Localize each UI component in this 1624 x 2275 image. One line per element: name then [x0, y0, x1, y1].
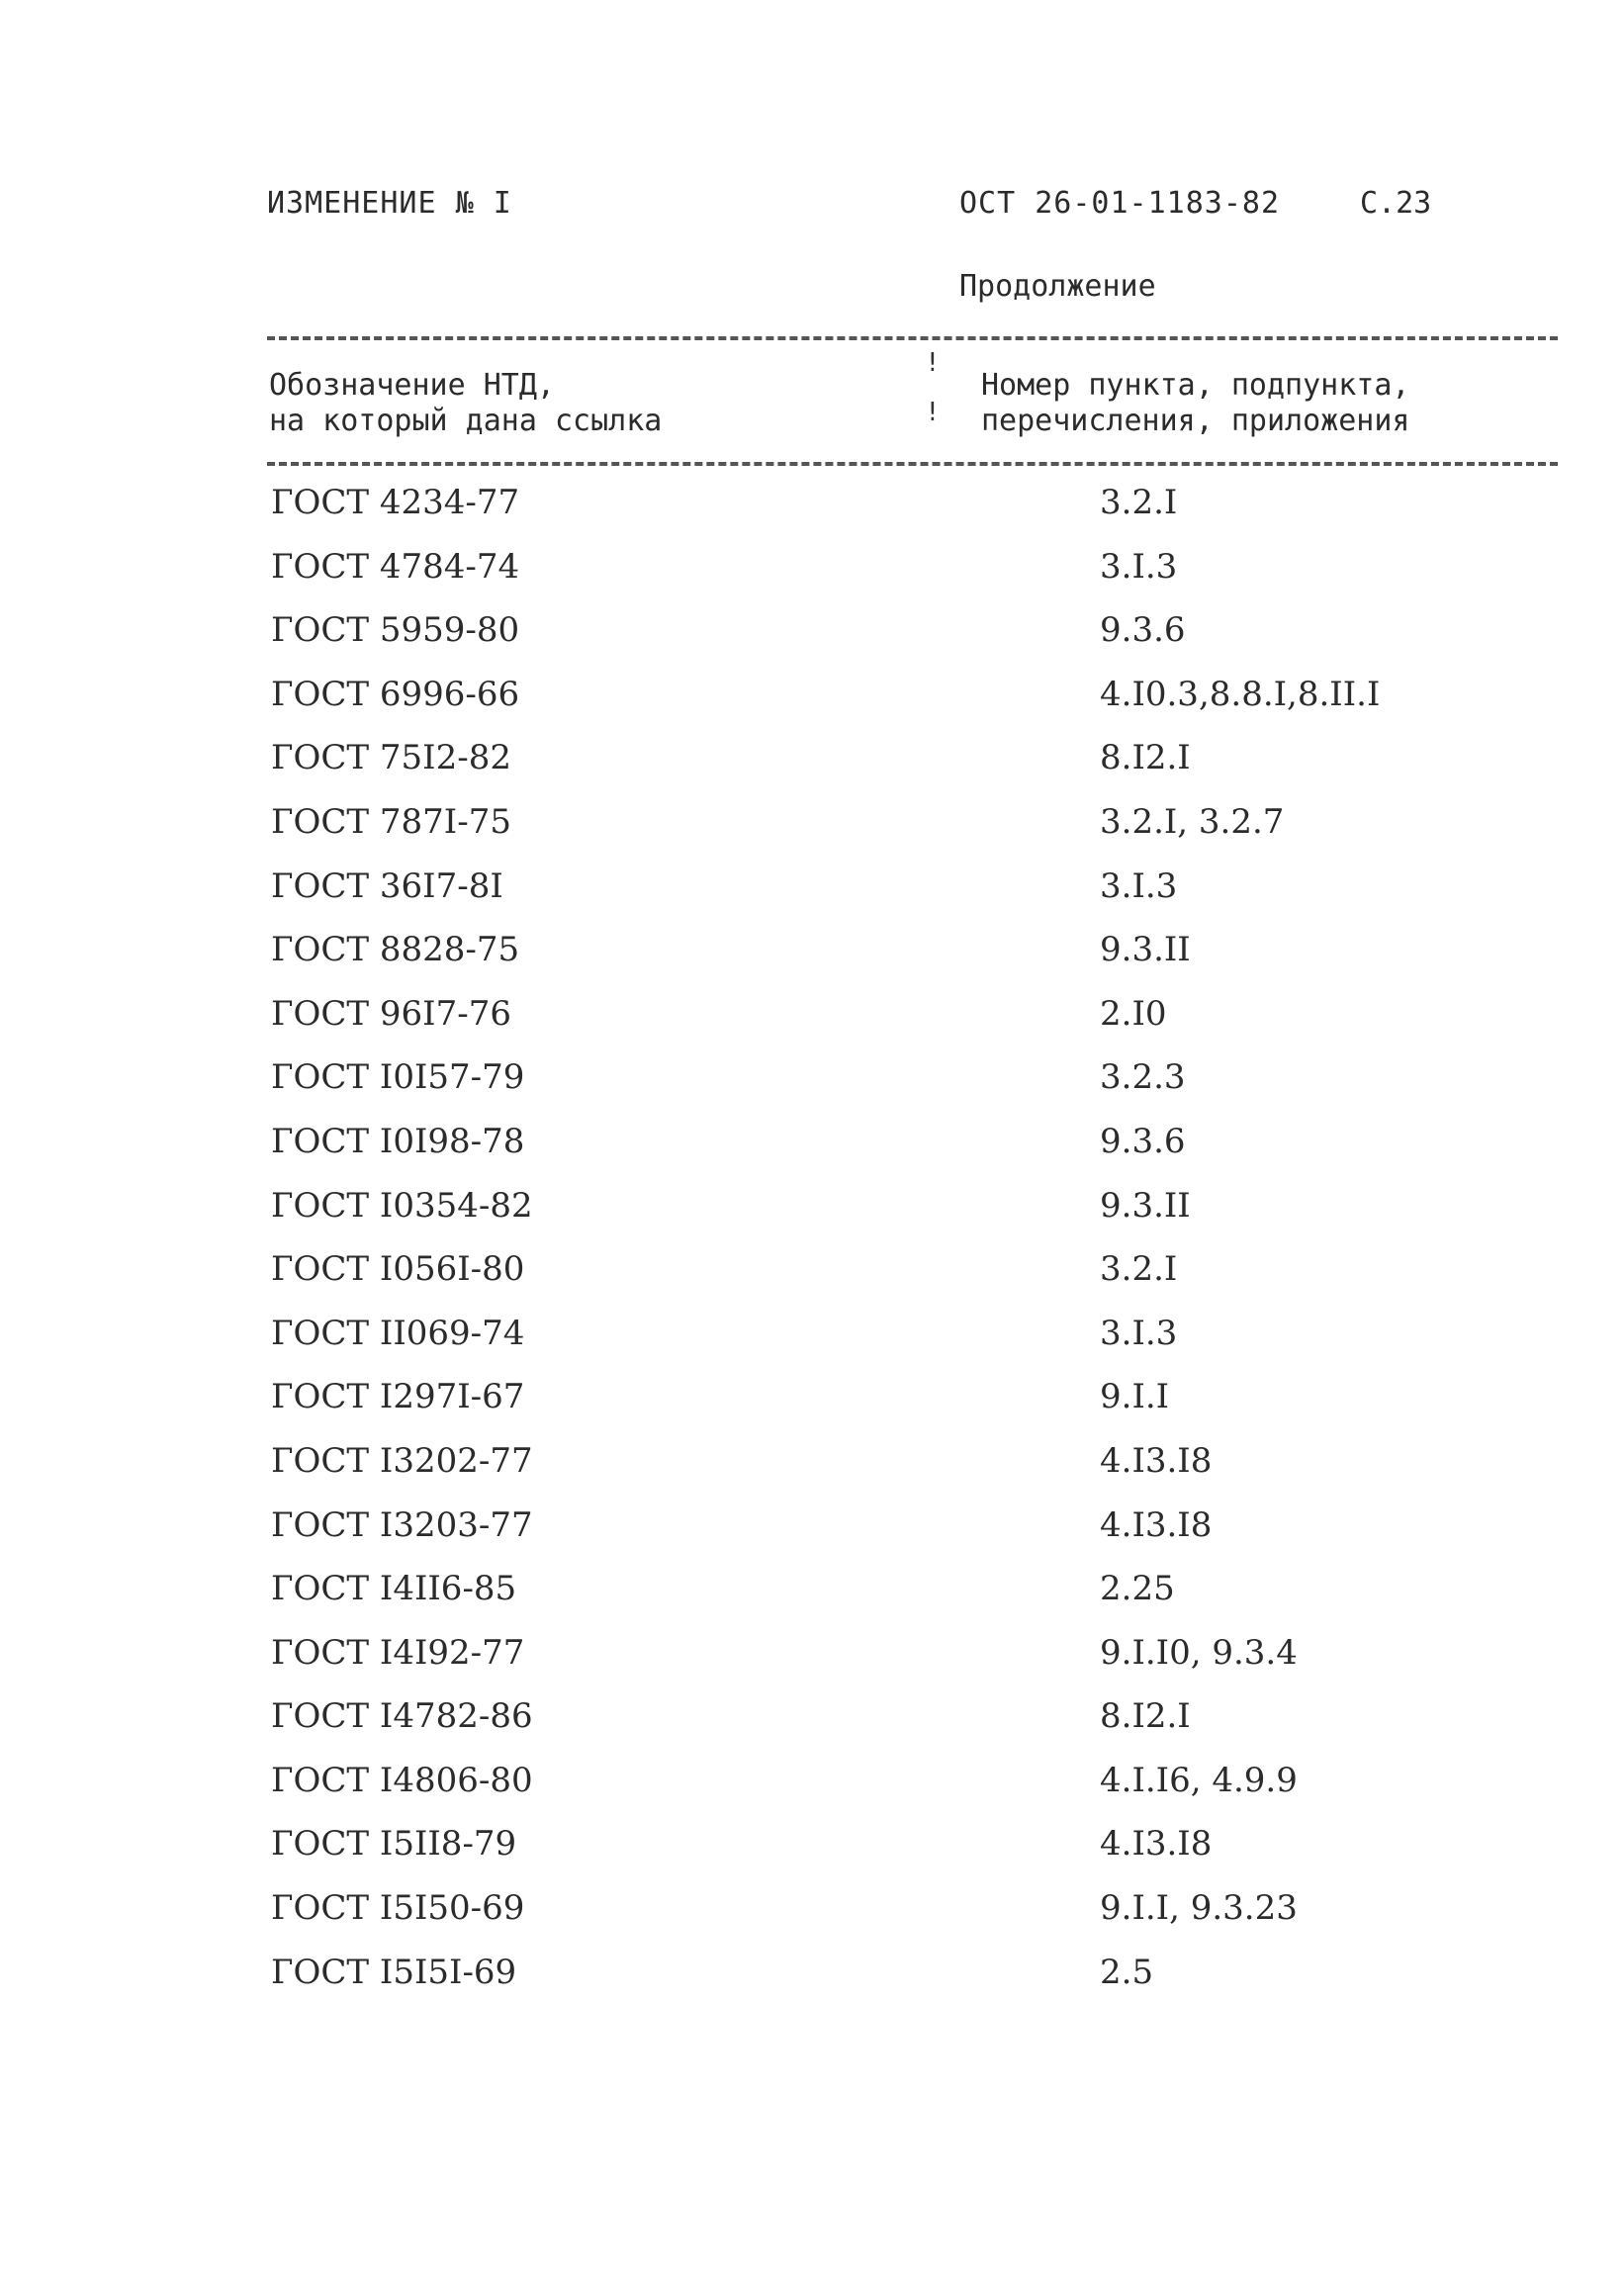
table-row — [0, 483, 1624, 547]
table-row — [0, 1569, 1624, 1633]
table-row — [0, 1441, 1624, 1505]
clause-number: 3.2.I, 3.2.7 — [1100, 801, 1285, 842]
clause-number: 8.I2.I — [1100, 738, 1191, 778]
table-row — [0, 1953, 1624, 2017]
ntd-designation: ГОСТ I5II8-79 — [271, 1824, 517, 1865]
column-header-number: Номер пункта, подпункта, перечисления, приложения — [981, 368, 1410, 438]
table-body — [0, 483, 1624, 2016]
column-header-ntd: Обозначение НТД, на который дана ссылка — [269, 368, 663, 438]
table-row — [0, 866, 1624, 931]
ntd-designation: ГОСТ II069-74 — [271, 1313, 525, 1353]
table-row — [0, 547, 1624, 611]
table-row — [0, 1186, 1624, 1250]
ntd-designation: ГОСТ 96I7-76 — [271, 993, 511, 1034]
table-row — [0, 1761, 1624, 1825]
clause-number: 4.I3.I8 — [1100, 1440, 1213, 1481]
clause-number: 3.I.3 — [1100, 865, 1178, 906]
table-row — [0, 1696, 1624, 1761]
standard-number: ОСТ 26-01-1183-82 — [959, 186, 1281, 221]
ntd-designation: ГОСТ I3202-77 — [271, 1440, 533, 1481]
table-row — [0, 1122, 1624, 1186]
table-row — [0, 1377, 1624, 1441]
table-row — [0, 994, 1624, 1058]
column-separator: ! — [925, 348, 941, 378]
table-row — [0, 1824, 1624, 1888]
ntd-designation: ГОСТ 75I2-82 — [271, 738, 511, 778]
clause-number: 2.5 — [1100, 1952, 1154, 1992]
clause-number: 2.25 — [1100, 1569, 1175, 1609]
table-row — [0, 1249, 1624, 1314]
ntd-designation: ГОСТ I4782-86 — [271, 1696, 533, 1737]
page-number: С.23 — [1360, 186, 1432, 221]
change-label: ИЗМЕНЕНИЕ № I — [267, 186, 512, 221]
table-row — [0, 930, 1624, 994]
clause-number: 9.3.II — [1100, 1185, 1191, 1226]
ntd-designation: ГОСТ 5959-80 — [271, 610, 520, 651]
continuation-label: Продолжение — [959, 269, 1156, 304]
ntd-designation: ГОСТ I0I57-79 — [271, 1057, 525, 1098]
clause-number: 9.3.II — [1100, 930, 1191, 970]
clause-number: 3.I.3 — [1100, 1313, 1178, 1353]
clause-number: 4.I0.3,8.8.I,8.II.I — [1100, 674, 1381, 714]
clause-number: 3.I.3 — [1100, 546, 1178, 587]
table-row — [0, 802, 1624, 866]
clause-number: 9.I.I — [1100, 1377, 1170, 1417]
ntd-designation: ГОСТ 8828-75 — [271, 930, 520, 970]
table-row — [0, 610, 1624, 675]
table-row — [0, 1888, 1624, 1953]
ntd-designation: ГОСТ I5I5I-69 — [271, 1952, 517, 1992]
clause-number: 9.3.6 — [1100, 1121, 1186, 1161]
table-row — [0, 1505, 1624, 1570]
ntd-designation: ГОСТ 4784-74 — [271, 546, 520, 587]
ntd-designation: ГОСТ 4234-77 — [271, 483, 520, 522]
ntd-designation: ГОСТ 6996-66 — [271, 674, 520, 714]
clause-number: 9.I.I, 9.3.23 — [1100, 1888, 1298, 1929]
clause-number: 4.I3.I8 — [1100, 1504, 1213, 1545]
clause-number: 2.I0 — [1100, 993, 1167, 1034]
ntd-designation: ГОСТ I056I-80 — [271, 1249, 525, 1290]
table-row — [0, 738, 1624, 802]
clause-number: 3.2.I — [1100, 1249, 1178, 1290]
ntd-designation: ГОСТ I297I-67 — [271, 1377, 525, 1417]
table-row — [0, 1633, 1624, 1697]
table-row — [0, 1314, 1624, 1378]
ntd-designation: ГОСТ I4I92-77 — [271, 1632, 525, 1673]
clause-number: 8.I2.I — [1100, 1696, 1191, 1737]
table-header-rule — [267, 462, 1558, 466]
column-separator: ! — [925, 398, 941, 427]
ntd-designation: ГОСТ I5I50-69 — [271, 1888, 525, 1929]
clause-number: 4.I3.I8 — [1100, 1824, 1213, 1865]
clause-number: 4.I.I6, 4.9.9 — [1100, 1760, 1298, 1800]
table-row — [0, 1057, 1624, 1122]
ntd-designation: ГОСТ I0I98-78 — [271, 1121, 525, 1161]
table-row — [0, 675, 1624, 739]
ntd-designation: ГОСТ 36I7-8I — [271, 865, 503, 906]
table-top-rule — [267, 336, 1558, 340]
ntd-designation: ГОСТ 787I-75 — [271, 801, 511, 842]
clause-number: 3.2.3 — [1100, 1057, 1186, 1098]
clause-number: 9.3.6 — [1100, 610, 1186, 651]
clause-number: 3.2.I — [1100, 483, 1178, 522]
ntd-designation: ГОСТ I4806-80 — [271, 1760, 533, 1800]
ntd-designation: ГОСТ I4II6-85 — [271, 1569, 517, 1609]
ntd-designation: ГОСТ I0354-82 — [271, 1185, 533, 1226]
ntd-designation: ГОСТ I3203-77 — [271, 1504, 533, 1545]
clause-number: 9.I.I0, 9.3.4 — [1100, 1632, 1298, 1673]
